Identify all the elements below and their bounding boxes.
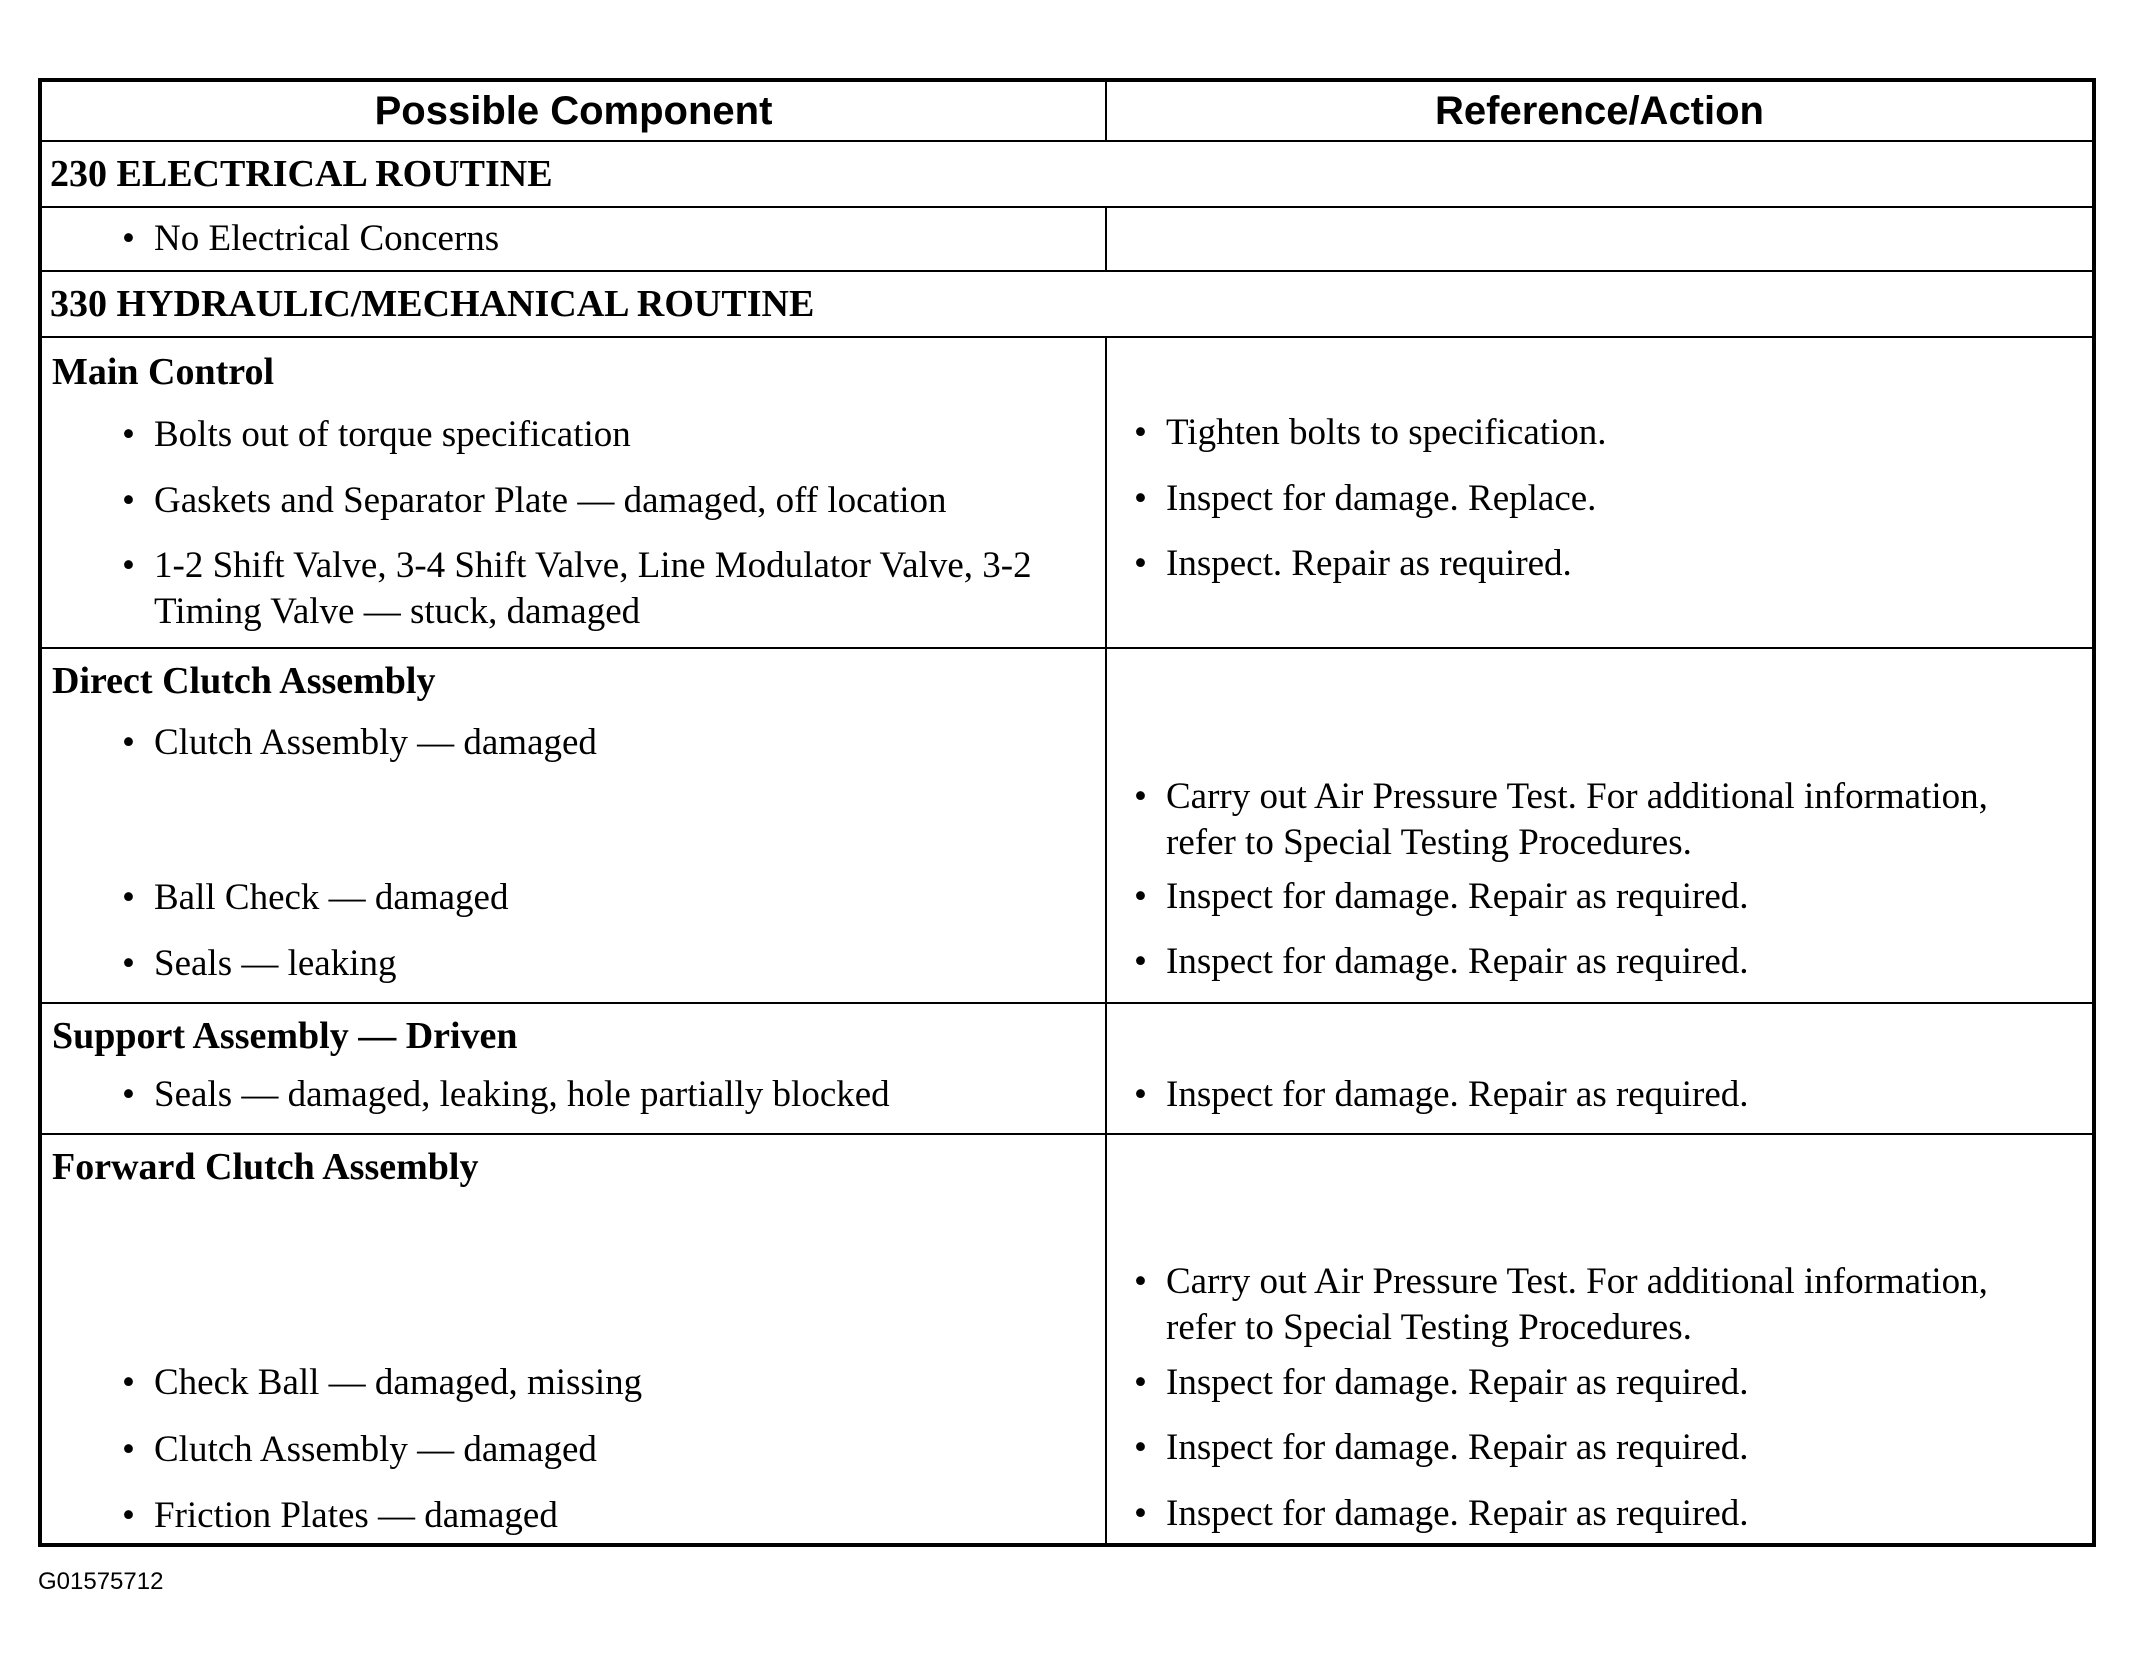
group-support-driven-title: Support Assembly — Driven xyxy=(52,1015,518,1057)
list-item xyxy=(122,478,1094,524)
bullet-icon: • xyxy=(122,480,135,521)
list-item xyxy=(122,1427,1094,1473)
list-item xyxy=(122,875,1094,921)
list-item xyxy=(122,1360,1094,1406)
figure-id: G01575712 xyxy=(38,1568,164,1595)
list-item xyxy=(1134,1491,2106,1537)
row-divider xyxy=(42,336,2092,338)
section-row-span xyxy=(1102,272,1112,336)
list-item xyxy=(1134,874,2106,920)
bullet-icon: • xyxy=(1134,1493,1147,1534)
list-item xyxy=(122,720,1094,766)
action-text: Inspect for damage. Repair as required. xyxy=(1166,1493,1749,1534)
component-text: Seals — leaking xyxy=(154,943,397,984)
component-text: Clutch Assembly — damaged xyxy=(154,1429,597,1470)
bullet-icon: • xyxy=(1134,478,1147,519)
list-item xyxy=(1134,410,2106,456)
list-item xyxy=(1134,1425,2106,1471)
bullet-icon: • xyxy=(122,943,135,984)
list-item xyxy=(1134,939,2106,985)
component-text: Gaskets and Separator Plate — damaged, off location xyxy=(154,480,947,521)
bullet-icon: • xyxy=(122,545,135,586)
component-text: Bolts out of torque specification xyxy=(154,414,631,455)
list-item xyxy=(122,543,1054,635)
list-item xyxy=(122,1493,1094,1539)
group-main-control-title: Main Control xyxy=(52,351,275,393)
bullet-icon: • xyxy=(1134,776,1147,817)
bullet-icon: • xyxy=(122,1362,135,1403)
row-divider xyxy=(42,206,2092,208)
list-item xyxy=(1134,476,2106,522)
list-item xyxy=(1134,774,2066,866)
bullet-icon: • xyxy=(122,1495,135,1536)
action-text: Carry out Air Pressure Test. For additional information, refer to Special Testing Procedures. xyxy=(1166,1261,1988,1348)
action-text: Carry out Air Pressure Test. For additional information, refer to Special Testing Procedures. xyxy=(1166,776,1988,863)
action-text: Inspect for damage. Replace. xyxy=(1166,478,1597,519)
action-text: Inspect for damage. Repair as required. xyxy=(1166,876,1749,917)
row-divider xyxy=(42,1133,2092,1135)
group-forward-clutch-title: Forward Clutch Assembly xyxy=(52,1146,479,1188)
list-item xyxy=(1134,1360,2106,1406)
list-item xyxy=(122,1072,1094,1118)
component-text: Seals — damaged, leaking, hole partially blocked xyxy=(154,1074,890,1115)
bullet-icon: • xyxy=(1134,941,1147,982)
action-text: Inspect for damage. Repair as required. xyxy=(1166,1074,1749,1115)
bullet-icon: • xyxy=(122,722,135,763)
action-text: Inspect for damage. Repair as required. xyxy=(1166,1362,1749,1403)
bullet-icon: • xyxy=(1134,543,1147,584)
component-text: No Electrical Concerns xyxy=(154,218,500,259)
list-item xyxy=(1134,541,2106,587)
header-reference-action: Reference/Action xyxy=(1435,89,1764,133)
component-text: Check Ball — damaged, missing xyxy=(154,1362,643,1403)
row-divider xyxy=(42,270,2092,272)
bullet-icon: • xyxy=(1134,1074,1147,1115)
component-text: Ball Check — damaged xyxy=(154,877,509,918)
bullet-icon: • xyxy=(1134,1261,1147,1302)
section-row-span xyxy=(1102,142,1112,206)
bullet-icon: • xyxy=(122,414,135,455)
row-divider xyxy=(42,1002,2092,1004)
section-hydraulic-title: 330 HYDRAULIC/MECHANICAL ROUTINE xyxy=(50,283,815,325)
bullet-icon: • xyxy=(1134,1362,1147,1403)
bullet-icon: • xyxy=(122,877,135,918)
group-direct-clutch-title: Direct Clutch Assembly xyxy=(52,660,436,702)
bullet-icon: • xyxy=(1134,876,1147,917)
bullet-icon: • xyxy=(122,218,135,259)
list-item xyxy=(1134,1259,2066,1351)
action-text: Inspect for damage. Repair as required. xyxy=(1166,941,1749,982)
list-item xyxy=(122,412,1094,458)
bullet-icon: • xyxy=(122,1429,135,1470)
action-text: Inspect for damage. Repair as required. xyxy=(1166,1427,1749,1468)
component-text: 1-2 Shift Valve, 3-4 Shift Valve, Line Modulator Valve, 3-2 Timing Valve — stuck, damaged xyxy=(154,545,1032,632)
bullet-icon: • xyxy=(1134,1427,1147,1468)
section-electrical-title: 230 ELECTRICAL ROUTINE xyxy=(50,153,553,195)
row-divider xyxy=(42,140,2092,142)
list-item xyxy=(122,216,1094,262)
list-item xyxy=(122,941,1094,987)
action-text: Tighten bolts to specification. xyxy=(1166,412,1607,453)
bullet-icon: • xyxy=(1134,412,1147,453)
diagnostic-table xyxy=(38,78,2096,1547)
component-text: Friction Plates — damaged xyxy=(154,1495,558,1536)
list-item xyxy=(1134,1072,2106,1118)
bullet-icon: • xyxy=(122,1074,135,1115)
component-text: Clutch Assembly — damaged xyxy=(154,722,597,763)
row-divider xyxy=(42,647,2092,649)
action-text: Inspect. Repair as required. xyxy=(1166,543,1572,584)
header-possible-component: Possible Component xyxy=(374,89,773,133)
